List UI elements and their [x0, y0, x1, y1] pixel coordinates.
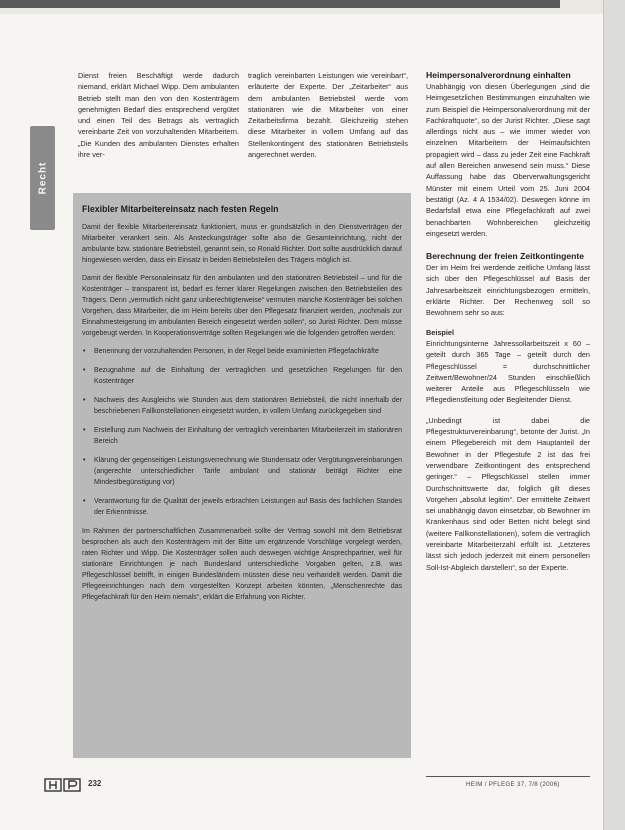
- section-heading: Heimpersonalverordnung einhalten: [426, 70, 571, 80]
- list-item: [82, 395, 402, 417]
- paragraph: Im Rahmen der partnerschaftlichen Zusammenarbeit sollte der Vertrag sowohl mit dem Betriebsrat besprochen als auch den Kostenträgern mit der Bitte um ergänzende Vorschläge vorgelegt werden, raten Richter und Wipp. Die Kostenträger sollen auch deswegen wichtige Ansprechpartner, weil für stationäre Einrichtungen je nach Bundesland unterschiedliche Vorgaben gelten, z.B. was Pflegeschlüssel betrifft, in einigen Bundesländern müssten diese neu verhandelt werden. Damit die Pflegeeinrichtungen nach dem vorgestellten Konzept arbeiten könnten, „Menschenrechte das Pflegefachkraft für den Heim niemals“, erklärt die Erfahrung von Richter.: [82, 528, 402, 601]
- list-item-text: Erstellung zum Nachweis der Einhaltung der vertraglich vereinbarten Mitarbeiterzeit im stationären Bereich: [94, 427, 402, 445]
- footer-divider: [426, 776, 590, 777]
- paragraph: Der im Heim frei werdende zeitliche Umfang lässt sich über den Pflegeschlüssel auf Basis der Jahresarbeitszeit einrichtungsbezogen ermitteln, erklärte Richter. Der Rechenweg soll so Bewohnern sehr so aus:: [426, 263, 590, 318]
- bullet-icon: •: [83, 397, 86, 404]
- list-item-text: Verantwortung für die Qualität der jeweils erbrachten Leistungen auf Basis des fachlichen Standes der Erkenntnisse.: [94, 498, 402, 516]
- bullet-icon: •: [83, 457, 86, 464]
- publication-info: HEIM / PFLEGE 37, 7/8 (2006): [466, 781, 560, 788]
- publisher-logo-icon: [44, 778, 84, 792]
- info-box: [73, 193, 411, 758]
- text-column-1: [78, 70, 239, 160]
- paragraph: „Unbedingt ist dabei die Pflegestrukturvereinbarung“, betonte der Jurist. „In einem Pflegebereich mit dem Hauptanteil der Bewohner in der Pflegestufe 2 ist das frei verwendbare Zeitkontingent des entsprechend geringer.“ – Pflegschlüssel stellen immer Durchschnittswerte dar, folglich gilt dieses Vorgehen „absolut legitim“. Der ermittelte Zeitwert sei unabhängig davon einsetzbar, ob Bewohner im Krankenhaus sind oder Betten nicht belegt sind (weitere Fallkonstellationen), sofern die vertraglich vereinbarte Mitarbeiterzahl erfüllt ist. „Letzteres lässt sich jedoch jederzeit mit einem personellen Soll-Ist-Abgleich darstellen“, so der Experte.: [426, 415, 590, 572]
- list-item-text: Klärung der gegenseitigen Leistungsverrechnung wie Stundensatz oder Vergütungsvereinbarungen (angerechte unterschiedlicher Tarife ambulant und stationär beträgt Richter eine Mindestbegünstigung vor): [94, 457, 402, 486]
- bullet-icon: •: [83, 348, 86, 355]
- paragraph: traglich vereinbarten Leistungen wie vereinbart“, erläuterte der Experte. Der „Zeitarbeiter“ aus dem ambulanten Betriebsteil werde vom stationären wie die Mitarbeiter von einer Zeitarbeitsfirma bezahlt. Gleichzeitig stehen diese Mitarbeiter in vollem Umfang auf das Stellenkontingent des stationären Betriebsteils angerechnet werden.: [248, 71, 408, 160]
- list-item: [82, 455, 402, 488]
- list-item: [82, 346, 402, 357]
- paragraph: Unabhängig von diesen Überlegungen „sind die Heimgesetzlichen Bestimmungen einzuhalten wie zum Beispiel die Heimpersonalverordnung mit der Fachkraftquote“, so der Jurist Richter. „Diese sagt allerdings nicht aus – wie immer wieder von einzelnen Mitarbeitern der Heimaufsichten propagiert wird – dass zu jeder Zeit eine Fachkraft auf allen Bereichen anwesend sein muss.“ Diese Auffassung habe das Oberverwaltungsgericht Münster mit einem Urteil vom 25. Juni 2004 bestätigt (Az. 4 A 1534/02). Deswegen könne im Bedarfsfall etwa eine Pflegefachkraft auf zwei benachbarten Wohnbereichen gleichzeitig eingesetzt werden.: [426, 82, 590, 238]
- list-item: [82, 425, 402, 447]
- text-column-2: [248, 70, 408, 160]
- section-heading: Berechnung der freien Zeitkontingente: [426, 251, 585, 262]
- paragraph: Damit der flexible Personaleinsatz für den ambulanten und den stationären Betriebsteil – und für die Kostenträger – transparent ist, bedarf es ferner klarer Regelungen zwischen den Betriebsteilen des Trägers. Denn „vermutlich nicht ganz unberechtigterweise“ vermuten manche Kostenträger bei solchen Vorgehen, dass Mitarbeiter, die im Heim bereits über den Pflegesatz finanziert werden, „nochmals zur Einnahmesteigerung im ambulanten Bereich eingesetzt werden sollen“, so Jurist Richter. Dem müsse vorgebeugt werden. In Kooperationsverträge sollten Regelungen wie die folgenden getroffen werden:: [82, 275, 402, 337]
- paragraph: Einrichtungsinterne Jahressollarbeitszeit x 60 – geteilt durch 365 Tage – geteilt durch den Pflegeschlüssel = durchschnittlicher Zeitwert/Bewohner/24 Stunden einschließlich weiterer Anteile aus Pflegeschlüsseln wie Pflegedienstleitung oder Begleitender Dienst.: [426, 338, 590, 405]
- list-item-text: Nachweis des Ausgleichs wie Stunden aus dem stationären Betriebsteil, die nicht innerhalb der beschriebenen Fallkonstellationen eingesetzt wurden, in vollem Umfang zurückgegeben sind: [94, 397, 402, 415]
- list-item: [82, 496, 402, 518]
- list-item-text: Bezugnahme auf die Einhaltung der vertraglichen und gesetzlichen Regelungen für den Kostenträger: [94, 367, 402, 385]
- section-tab: [30, 126, 55, 230]
- scan-edge: [603, 0, 625, 830]
- info-box-title: Flexibler Mitarbeitereinsatz nach festen Regeln: [82, 204, 279, 214]
- paragraph: Dienst freien Beschäftigt werde dadurch niemand, erklärt Michael Wipp. Dem ambulanten Betrieb stellt man den von den Kostenträgern genehmigten Bedarf dies entsprechend vergütet und einen Teil des Betrags als vertraglich vereinbarte Zeit von vorzuhaltenden Mitarbeitern. „Die Kunden des ambulanten Dienstes erhalten ihre ver-: [78, 71, 239, 160]
- paragraph: Damit der flexible Mitarbeitereinsatz funktioniert, muss er grundsätzlich in den Dienstverträgen der Mitarbeiter verankert sein. Als Ansteckungsträger sollte also die Gesamteinrichtung, nicht der ambulante bzw. stationäre Betriebsteil, genannt sein, so Ronald Richter. Dort sollte ausdrücklich darauf hingewiesen werden, dass ein Einsatz in beiden Betriebsteilen des Trägers möglich ist.: [82, 224, 402, 264]
- top-bar: [0, 0, 560, 8]
- list-item: [82, 365, 402, 387]
- bullet-icon: •: [83, 498, 86, 505]
- bullet-icon: •: [83, 367, 86, 374]
- page-number: 232: [88, 779, 102, 788]
- info-box-content: [82, 203, 402, 610]
- bullet-icon: •: [83, 427, 86, 434]
- text-column-3: [426, 70, 590, 573]
- bullet-list: [82, 346, 402, 518]
- example-label: Beispiel: [426, 327, 454, 337]
- list-item-text: Benennung der vorzuhaltenden Personen, in der Regel beide examinierten Pflegefachkräfte: [94, 348, 379, 355]
- section-tab-label: Recht: [37, 161, 48, 195]
